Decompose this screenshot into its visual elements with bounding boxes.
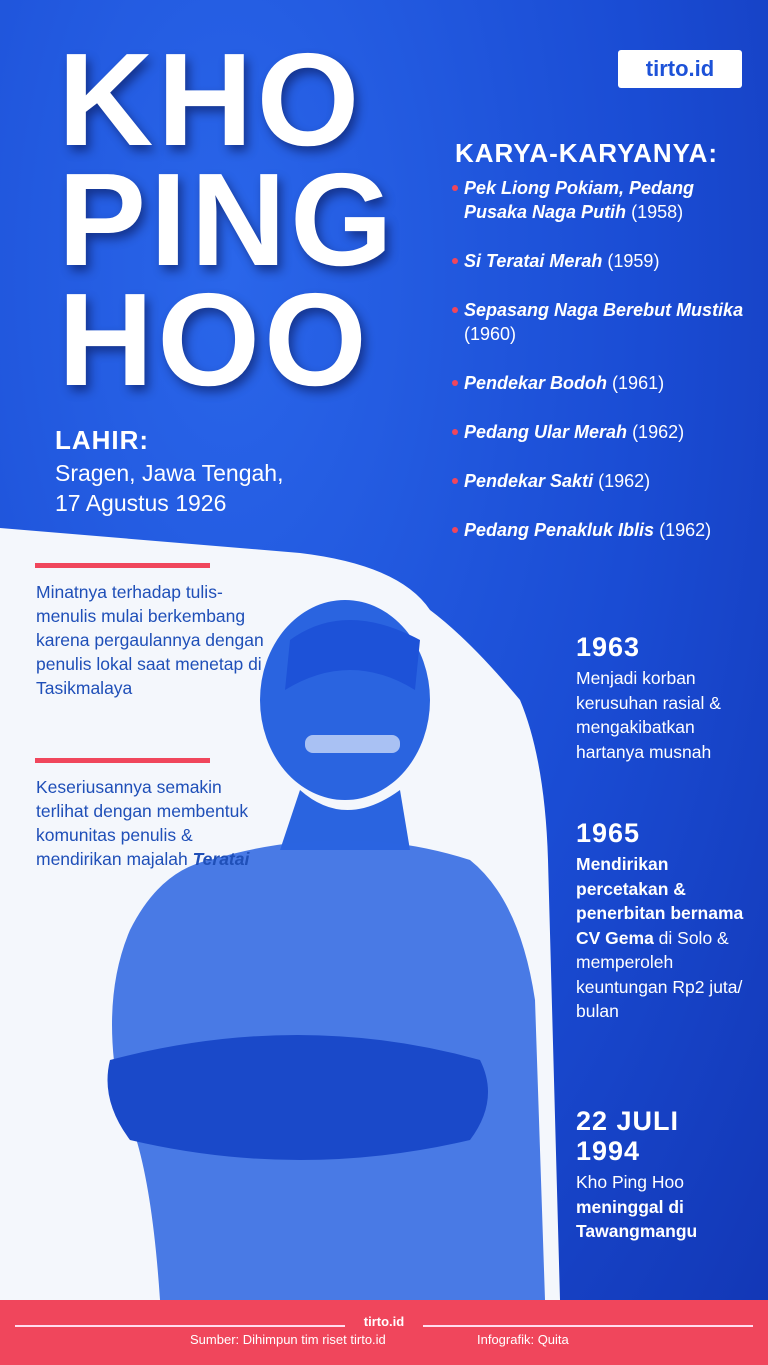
birth-date: 17 Agustus 1926 — [55, 490, 227, 516]
footer-credit: Infografik: Quita — [477, 1332, 569, 1347]
divider — [35, 758, 210, 763]
title-line: PING — [58, 146, 397, 293]
list-item: Si Teratai Merah (1959) — [452, 249, 752, 273]
timeline-1994: 22 JULI 1994 Kho Ping Hoo meninggal di Tawangmangu — [576, 1106, 698, 1241]
birth-heading: LAHIR: — [55, 425, 150, 455]
timeline-1965: 1965 Mendirikan percetakan & penerbitan bernama CV Gema di Solo & memperoleh keuntungan Rp2 juta/ bulan — [576, 818, 744, 1021]
works-list — [452, 176, 752, 567]
timeline-1963: 1963 Menjadi korban kerusuhan rasial & mengakibatkan hartanya musnah — [576, 632, 721, 762]
footer-brand: tirto.id — [363, 1314, 405, 1329]
divider — [35, 563, 210, 568]
list-item: Pedang Ular Merah (1962) — [452, 420, 752, 444]
list-item: Pedang Penakluk Iblis (1962) — [452, 518, 752, 542]
left-paragraph-2: Keseriusannya semakin terlihat dengan membentuk komunitas penulis & mendirikan majalah Teratai — [36, 777, 250, 869]
birth-place: Sragen, Jawa Tengah, — [55, 460, 284, 486]
footer — [0, 1300, 768, 1365]
left-paragraph-1: Minatnya terhadap tulis-menulis mulai berkembang karena pergaulannya dengan penulis lokal saat menetap di Tasikmalaya — [36, 582, 264, 698]
title-line: KHO — [58, 26, 364, 173]
footer-source: Sumber: Dihimpun tim riset tirto.id — [190, 1332, 386, 1347]
list-item: Sepasang Naga Berebut Mustika (1960) — [452, 298, 752, 346]
works-heading: KARYA-KARYANYA: — [455, 138, 719, 168]
page-title — [58, 26, 397, 413]
brand-logo: tirto.id — [618, 50, 742, 88]
birth-info — [55, 458, 283, 518]
title-line: HOO — [58, 266, 371, 413]
list-item: Pendekar Bodoh (1961) — [452, 371, 752, 395]
list-item: Pendekar Sakti (1962) — [452, 469, 752, 493]
list-item: Pek Liong Pokiam, Pedang Pusaka Naga Putih (1958) — [452, 176, 752, 224]
